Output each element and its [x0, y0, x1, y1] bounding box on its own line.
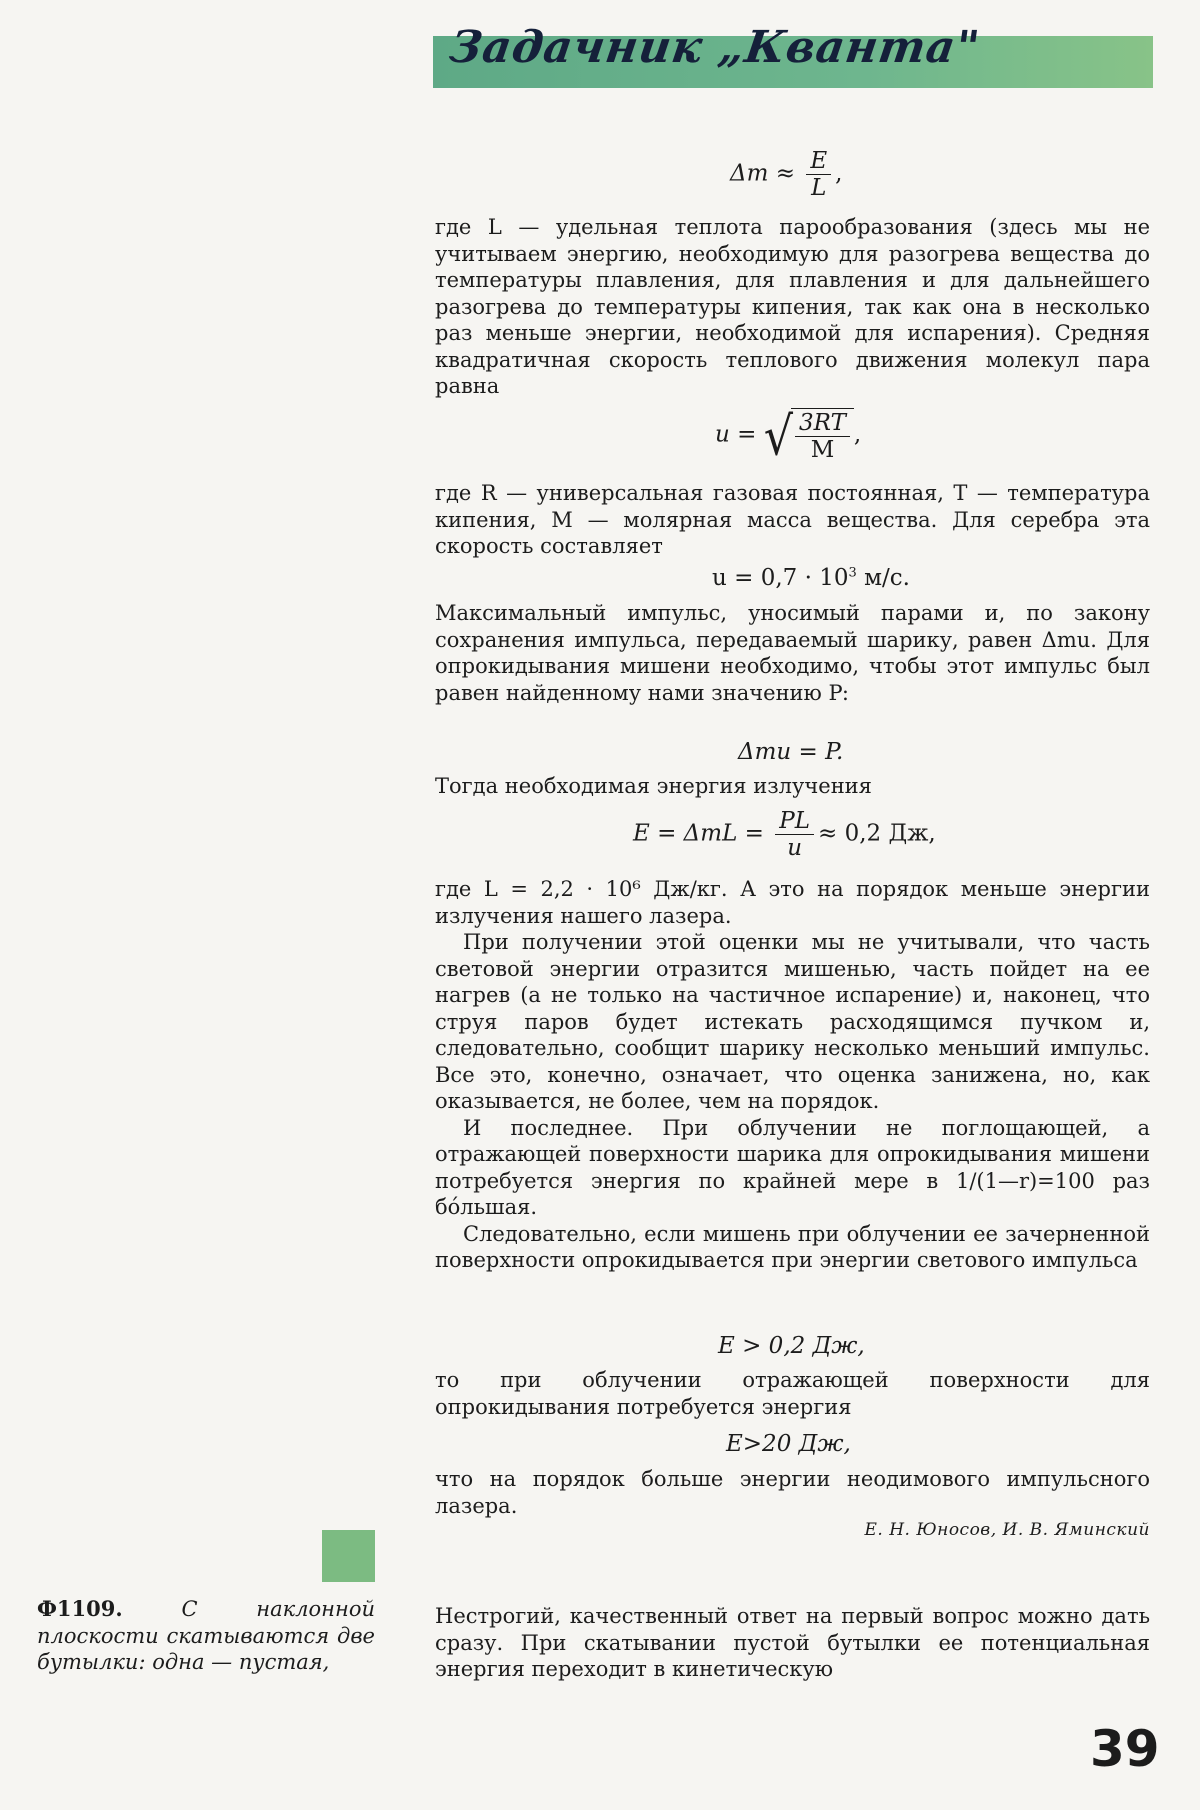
- formula-threshold-energy: [718, 1333, 865, 1359]
- formula-silver-velocity: [712, 565, 910, 591]
- answer-paragraph: [435, 1603, 1150, 1683]
- page-number: 39: [1090, 1720, 1160, 1778]
- formula-energy: [633, 808, 936, 861]
- formula-velocity: [715, 404, 862, 467]
- paragraph: [435, 1466, 1150, 1519]
- formula-numerator: 3RT: [795, 410, 850, 437]
- formula-unit: м/с.: [856, 565, 910, 591]
- formula-exponent: 3: [848, 565, 857, 581]
- decorative-square: [322, 1530, 375, 1582]
- paragraph-text: Максимальный импульс, уносимый парами и, по закону сохранения импульса, передаваемый шарику, равен Δmu. Для опрокидывания мишени необходимо, чтобы этот импульс был равен найденному нами значению P:: [435, 601, 1150, 705]
- paragraph-text: При получении этой оценки мы не учитывали, что часть световой энергии отразится мишенью, часть пойдет на ее нагрев (а не только на частичное испарение) и, наконец, что струя паров будет истекать расходящимся пучком и, следовательно, сообщит шарику несколько меньший импульс. Все это, конечно, означает, что оценка занижена, но, как оказывается, не более, чем на порядок.: [435, 930, 1150, 1113]
- formula-tail: ≈ 0,2 Дж,: [818, 820, 936, 847]
- problem-number: Ф1109.: [37, 1596, 123, 1621]
- formula-required-energy: [726, 1431, 851, 1457]
- formula-lhs: E = ΔmL =: [633, 820, 764, 847]
- formula-delta-m: [730, 148, 842, 201]
- formula-lhs: u =: [715, 421, 757, 448]
- paragraph-text: где L = 2,2 · 10⁶ Дж/кг. А это на порядок меньше энергии излучения нашего лазера.: [435, 877, 1150, 928]
- formula-numerator: E: [806, 148, 831, 175]
- paragraph: [435, 876, 1150, 1274]
- formula-numerator: PL: [775, 808, 814, 835]
- author-signature: Е. Н. Юносов, И. В. Яминский: [864, 1520, 1150, 1540]
- formula-text: E>20 Дж,: [726, 1431, 851, 1457]
- formula-denominator: M: [810, 437, 835, 463]
- problem-statement: [37, 1596, 375, 1676]
- paragraph-text: Нестрогий, качественный ответ на первый вопрос можно дать сразу. При скатывании пустой бутылки ее потенциальная энергия переходит в кинетическую: [435, 1604, 1150, 1681]
- formula-text: Δmu = P.: [738, 739, 844, 765]
- paragraph-text: Следовательно, если мишень при облучении ее зачерненной поверхности опрокидывается при энергии светового импульса: [435, 1221, 1150, 1272]
- paragraph-text: где L — удельная теплота парообразования (здесь мы не учитываем энергию, необходимую для разогрева вещества до температуры плавления, для плавления и для дальнейшего разогрева до температуры кипения, так как она в несколько раз меньше энергии, необходимой для испарения). Средняя квадратичная скорость теплового движения молекул пара равна: [435, 215, 1150, 398]
- paragraph: [435, 480, 1150, 560]
- paragraph-text: И последнее. При облучении не поглощающей, а отражающей поверхности шарика для опрокидывания мишени потребуется энергия по крайней мере в 1/(1—r)=100 раз бо́льшая.: [435, 1115, 1150, 1219]
- formula-tail: ,: [835, 160, 843, 187]
- paragraph: [435, 214, 1150, 400]
- paragraph-text: Тогда необходимая энергия излучения: [435, 774, 872, 798]
- formula-tail: ,: [853, 421, 862, 448]
- section-title: Задачник „Кванта": [446, 22, 984, 73]
- paragraph-text: то при облучении отражающей поверхности для опрокидывания потребуется энергия: [435, 1368, 1150, 1419]
- formula-text: E > 0,2 Дж,: [718, 1333, 865, 1359]
- formula-lhs: Δm ≈: [730, 160, 796, 187]
- paragraph-text: что на порядок больше энергии неодимового импульсного лазера.: [435, 1467, 1150, 1518]
- paragraph: [435, 600, 1150, 706]
- paragraph-text: где R — универсальная газовая постоянная, T — температура кипения, M — молярная масса вещества. Для серебра эта скорость составляет: [435, 481, 1150, 558]
- paragraph: [435, 773, 1150, 800]
- paragraph: [435, 1367, 1150, 1420]
- formula-text: u = 0,7 · 10: [712, 565, 849, 591]
- formula-denominator: L: [811, 175, 827, 201]
- problem-text: С наклонной плоскости скатываются две бутылки: одна — пустая,: [37, 1597, 375, 1674]
- formula-momentum: [738, 739, 843, 765]
- formula-denominator: u: [787, 835, 803, 861]
- sqrt-sign-icon: √: [763, 404, 794, 467]
